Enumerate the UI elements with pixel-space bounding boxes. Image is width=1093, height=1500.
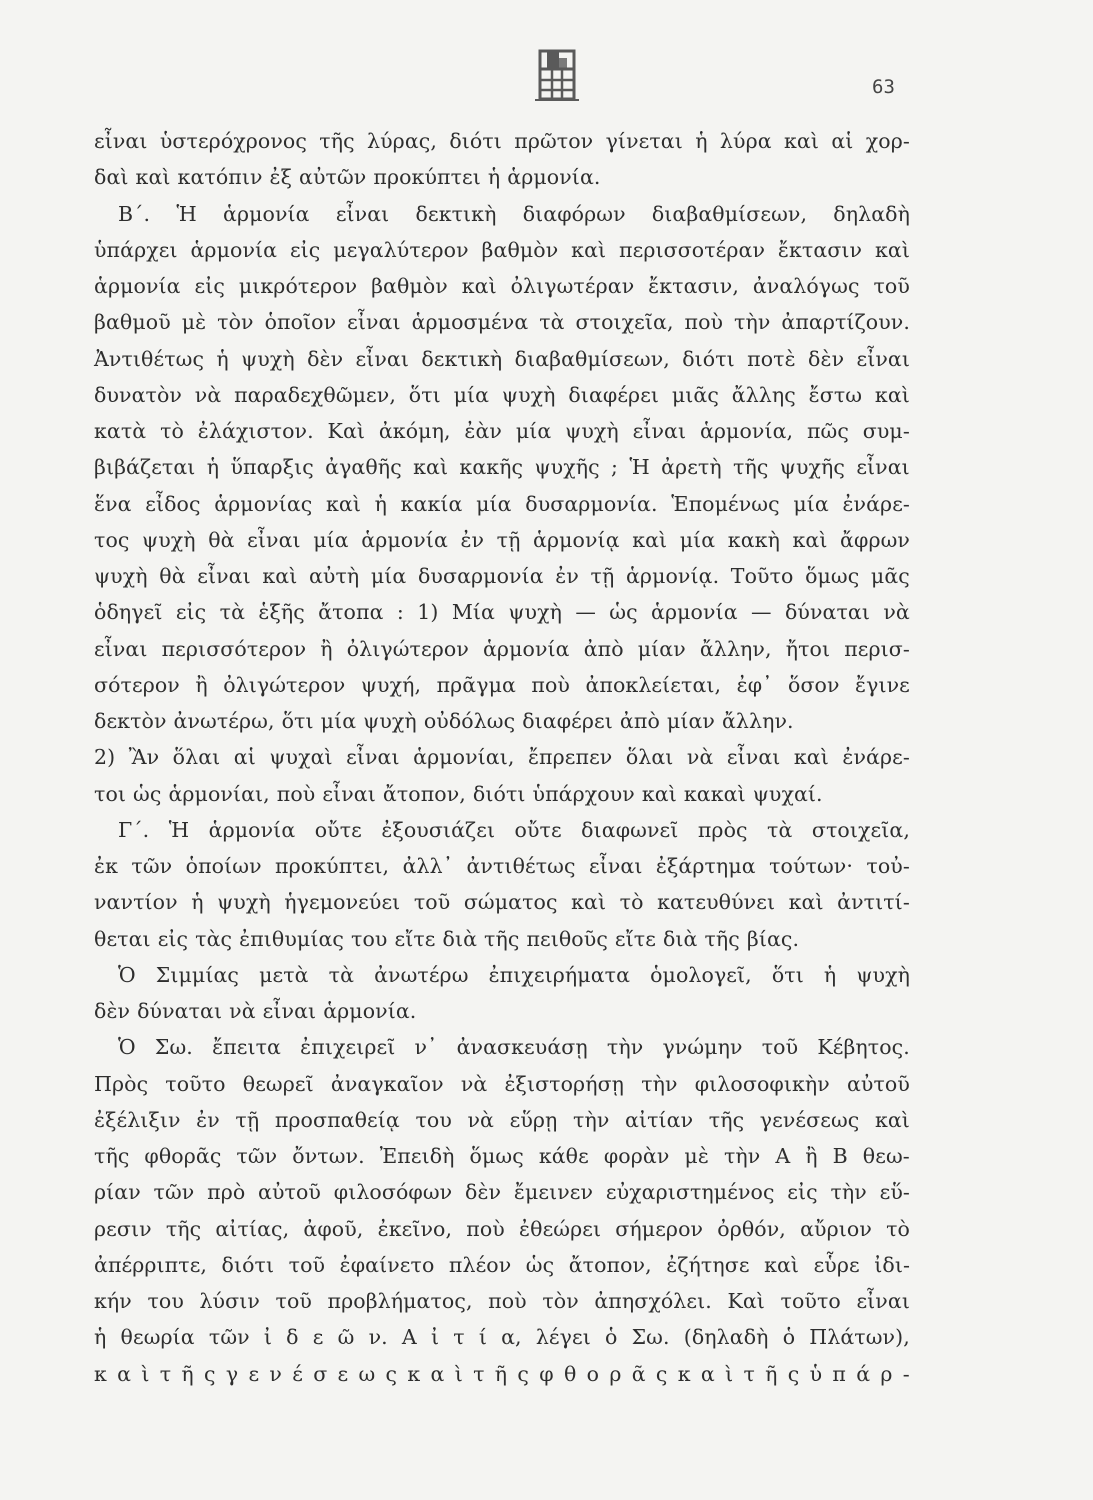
text-line: ἁρμονία εἰς μικρότερον βαθμὸν καὶ ὀλιγωτέραν ἔκτασιν, ἀναλόγως τοῦ bbox=[94, 274, 910, 298]
text-line: ρεσιν τῆς αἰτίας, ἀφοῦ, ἐκεῖνο, ποὺ ἐθεώρει σήμερον ὀρθόν, αὔριον τὸ bbox=[94, 1216, 910, 1241]
text-line: ναντίον ἡ ψυχὴ ἡγεμονεύει τοῦ σώματος καὶ τὸ κατευθύνει καὶ ἀντιτί- bbox=[94, 890, 910, 915]
body-text bbox=[94, 123, 910, 1392]
text-line: κήν του λύσιν τοῦ προβλήματος, ποὺ τὸν ἀπησχόλει. Καὶ τοῦτο εἶναι bbox=[94, 1289, 910, 1313]
text-line: δαὶ καὶ κατόπιν ἐξ αὐτῶν προκύπτει ἡ ἁρμονία. bbox=[94, 165, 601, 190]
text-line: βαθμοῦ μὲ τὸν ὁποῖον εἶναι ἁρμοσμένα τὰ στοιχεῖα, ποὺ τὴν ἀπαρτίζουν. bbox=[94, 310, 910, 335]
text-line: δυνατὸν νὰ παραδεχθῶμεν, ὅτι μία ψυχὴ διαφέρει μιᾶς ἄλλης ἔστω καὶ bbox=[94, 382, 910, 407]
text-line: ὁδηγεῖ εἰς τὰ ἑξῆς ἄτοπα : 1) Μία ψυχὴ — ὡς ἁρμονία — δύναται νὰ bbox=[94, 600, 910, 625]
text-line: θεται εἰς τὰς ἐπιθυμίας του εἴτε διὰ τῆς πειθοῦς εἴτε διὰ τῆς βίας. bbox=[94, 926, 800, 951]
text-line: δεκτὸν ἀνωτέρω, ὅτι μία ψυχὴ οὐδόλως διαφέρει ἀπὸ μίαν ἄλλην. bbox=[94, 709, 794, 733]
text-line: ψυχὴ θὰ εἶναι καὶ αὐτὴ μία δυσαρμονία ἐν τῇ ἁρμονίᾳ. Τοῦτο ὅμως μᾶς bbox=[94, 564, 910, 588]
text-line: τῆς φθορᾶς τῶν ὄντων. Ἐπειδὴ ὅμως κάθε φορὰν μὲ τὴν Α ἢ Β θεω- bbox=[94, 1144, 910, 1168]
text-line: 2) Ἂν ὅλαι αἱ ψυχαὶ εἶναι ἁρμονίαι, ἔπρεπεν ὅλαι νὰ εἶναι καὶ ἐνάρε- bbox=[94, 745, 910, 770]
text-line: τος ψυχὴ θὰ εἶναι μία ἁρμονία ἐν τῇ ἁρμονίᾳ καὶ μία κακὴ καὶ ἄφρων bbox=[94, 527, 910, 552]
text-line: Ὁ Σιμμίας μετὰ τὰ ἀνωτέρω ἐπιχειρήματα ὁμολογεῖ, ὅτι ἡ ψυχὴ bbox=[118, 962, 910, 987]
text-line: κ α ὶ τ ῆ ς γ ε ν έ σ ε ω ς κ α ὶ τ ῆ ς φ θ ο ρ ᾶ ς κ α ὶ τ ῆ ς ὑ π ά ρ - bbox=[94, 1361, 910, 1386]
text-line: ἀπέρριπτε, διότι τοῦ ἐφαίνετο πλέον ὡς ἄτοπον, ἐζήτησε καὶ εὗρε ἰδι- bbox=[94, 1252, 910, 1277]
text-line: Πρὸς τοῦτο θεωρεῖ ἀναγκαῖον νὰ ἐξιστορήσῃ τὴν φιλοσοφικὴν αὐτοῦ bbox=[94, 1071, 910, 1096]
text-line: ἐξέλιξιν ἐν τῇ προσπαθείᾳ του νὰ εὕρῃ τὴν αἰτίαν τῆς γενέσεως καὶ bbox=[94, 1107, 910, 1132]
text-line: δὲν δύναται νὰ εἶναι ἁρμονία. bbox=[94, 999, 417, 1023]
page-number: 63 bbox=[872, 76, 895, 98]
text-line: βιβάζεται ἡ ὕπαρξις ἀγαθῆς καὶ κακῆς ψυχῆς ; Ἡ ἀρετὴ τῆς ψυχῆς εἶναι bbox=[94, 455, 910, 480]
text-line: κατὰ τὸ ἐλάχιστον. Καὶ ἀκόμη, ἐὰν μία ψυχὴ εἶναι ἁρμονία, πῶς συμ- bbox=[94, 419, 910, 443]
text-line: Γ΄. Ἡ ἁρμονία οὔτε ἐξουσιάζει οὔτε διαφωνεῖ πρὸς τὰ στοιχεῖα, bbox=[118, 817, 910, 842]
text-line: εἶναι ὑστερόχρονος τῆς λύρας, διότι πρῶτον γίνεται ἡ λύρα καὶ αἱ χορ- bbox=[94, 129, 910, 153]
text-line: ἐκ τῶν ὁποίων προκύπτει, ἀλλ᾽ ἀντιθέτως εἶναι ἐξάρτημα τούτων· τοὐ- bbox=[94, 854, 910, 878]
text-line: σότερον ἢ ὀλιγώτερον ψυχή, πρᾶγμα ποὺ ἀποκλείεται, ἐφ᾽ ὅσον ἔγινε bbox=[94, 672, 910, 697]
text-line: ὑπάρχει ἁρμονία εἰς μεγαλύτερον βαθμὸν καὶ περισσοτέραν ἔκτασιν καὶ bbox=[94, 237, 910, 262]
text-line: Ὁ Σω. ἔπειτα ἐπιχειρεῖ ν᾽ ἀνασκευάσῃ τὴν γνώμην τοῦ Κέβητος. bbox=[118, 1035, 910, 1060]
library-stamp-icon bbox=[531, 48, 583, 104]
text-line: εἶναι περισσότερον ἢ ὀλιγώτερον ἁρμονία ἀπὸ μίαν ἄλλην, ἤτοι περισ- bbox=[94, 636, 910, 661]
text-line: Ἀντιθέτως ἡ ψυχὴ δὲν εἶναι δεκτικὴ διαβαθμίσεων, διότι ποτὲ δὲν εἶναι bbox=[94, 346, 910, 371]
text-line: ἕνα εἶδος ἁρμονίας καὶ ἡ κακία μία δυσαρμονία. Ἑπομένως μία ἐνάρε- bbox=[94, 491, 910, 516]
text-line: ρίαν τῶν πρὸ αὐτοῦ φιλοσόφων δὲν ἔμεινεν εὐχαριστημένος εἰς τὴν εὕ- bbox=[94, 1180, 910, 1205]
text-line: τοι ὡς ἁρμονίαι, ποὺ εἶναι ἄτοπον, διότι ὑπάρχουν καὶ κακαὶ ψυχαί. bbox=[94, 781, 823, 806]
text-line: Β΄. Ἡ ἁρμονία εἶναι δεκτικὴ διαφόρων διαβαθμίσεων, δηλαδὴ bbox=[118, 201, 910, 226]
text-line: ἡ θεωρία τῶν ἰ δ ε ῶ ν. Α ἰ τ ί α, λέγει ὁ Σω. (δηλαδὴ ὁ Πλάτων), bbox=[94, 1325, 910, 1350]
